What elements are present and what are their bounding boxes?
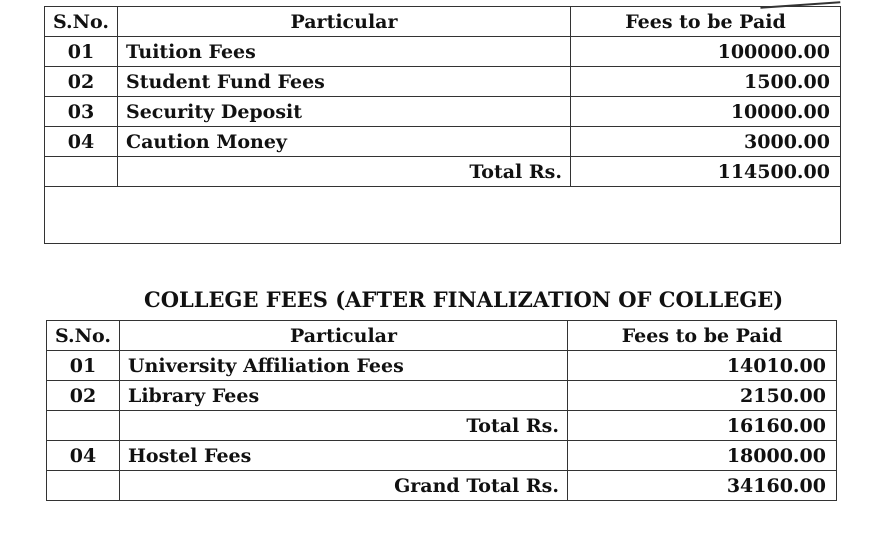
header-fees: Fees to be Paid — [567, 321, 836, 351]
row-amount: 2150.00 — [567, 381, 836, 411]
row-particular: Tuition Fees — [117, 37, 570, 67]
row-sno: 02 — [45, 67, 118, 97]
total-row — [45, 157, 841, 187]
college-fees-title: COLLEGE FEES (AFTER FINALIZATION OF COLLEGE) — [144, 287, 784, 312]
row-particular: University Affiliation Fees — [119, 351, 567, 381]
grand-total-label: Grand Total Rs. — [119, 471, 567, 501]
row-amount: 14010.00 — [567, 351, 836, 381]
total-row — [47, 411, 837, 441]
table-row — [47, 351, 837, 381]
table-row — [47, 381, 837, 411]
total-empty-cell — [45, 157, 118, 187]
header-particular: Particular — [119, 321, 567, 351]
fees-table — [44, 6, 841, 244]
row-sno: 01 — [47, 351, 120, 381]
row-amount: 3000.00 — [570, 127, 840, 157]
total-empty-cell — [47, 411, 120, 441]
row-sno: 01 — [45, 37, 118, 67]
college-fees-table — [46, 320, 837, 501]
row-sno: 04 — [47, 441, 120, 471]
table-row — [47, 441, 837, 471]
blank-cell — [45, 187, 841, 244]
header-particular: Particular — [117, 7, 570, 37]
row-amount: 18000.00 — [567, 441, 836, 471]
row-particular: Caution Money — [117, 127, 570, 157]
header-sno: S.No. — [45, 7, 118, 37]
grand-total-amount: 34160.00 — [567, 471, 836, 501]
grand-total-row — [47, 471, 837, 501]
row-amount: 100000.00 — [570, 37, 840, 67]
table-row — [45, 37, 841, 67]
total-label: Total Rs. — [119, 411, 567, 441]
total-amount: 16160.00 — [567, 411, 836, 441]
table-row — [45, 97, 841, 127]
row-particular: Hostel Fees — [119, 441, 567, 471]
row-amount: 10000.00 — [570, 97, 840, 127]
total-label: Total Rs. — [117, 157, 570, 187]
grand-total-empty-cell — [47, 471, 120, 501]
row-amount: 1500.00 — [570, 67, 840, 97]
header-fees: Fees to be Paid — [570, 7, 840, 37]
blank-row — [45, 187, 841, 244]
row-particular: Library Fees — [119, 381, 567, 411]
total-amount: 114500.00 — [570, 157, 840, 187]
row-particular: Student Fund Fees — [117, 67, 570, 97]
row-sno: 04 — [45, 127, 118, 157]
table-row — [45, 67, 841, 97]
table-row — [45, 127, 841, 157]
header-sno: S.No. — [47, 321, 120, 351]
table-header-row — [45, 7, 841, 37]
row-sno: 03 — [45, 97, 118, 127]
row-particular: Security Deposit — [117, 97, 570, 127]
table-header-row — [47, 321, 837, 351]
row-sno: 02 — [47, 381, 120, 411]
